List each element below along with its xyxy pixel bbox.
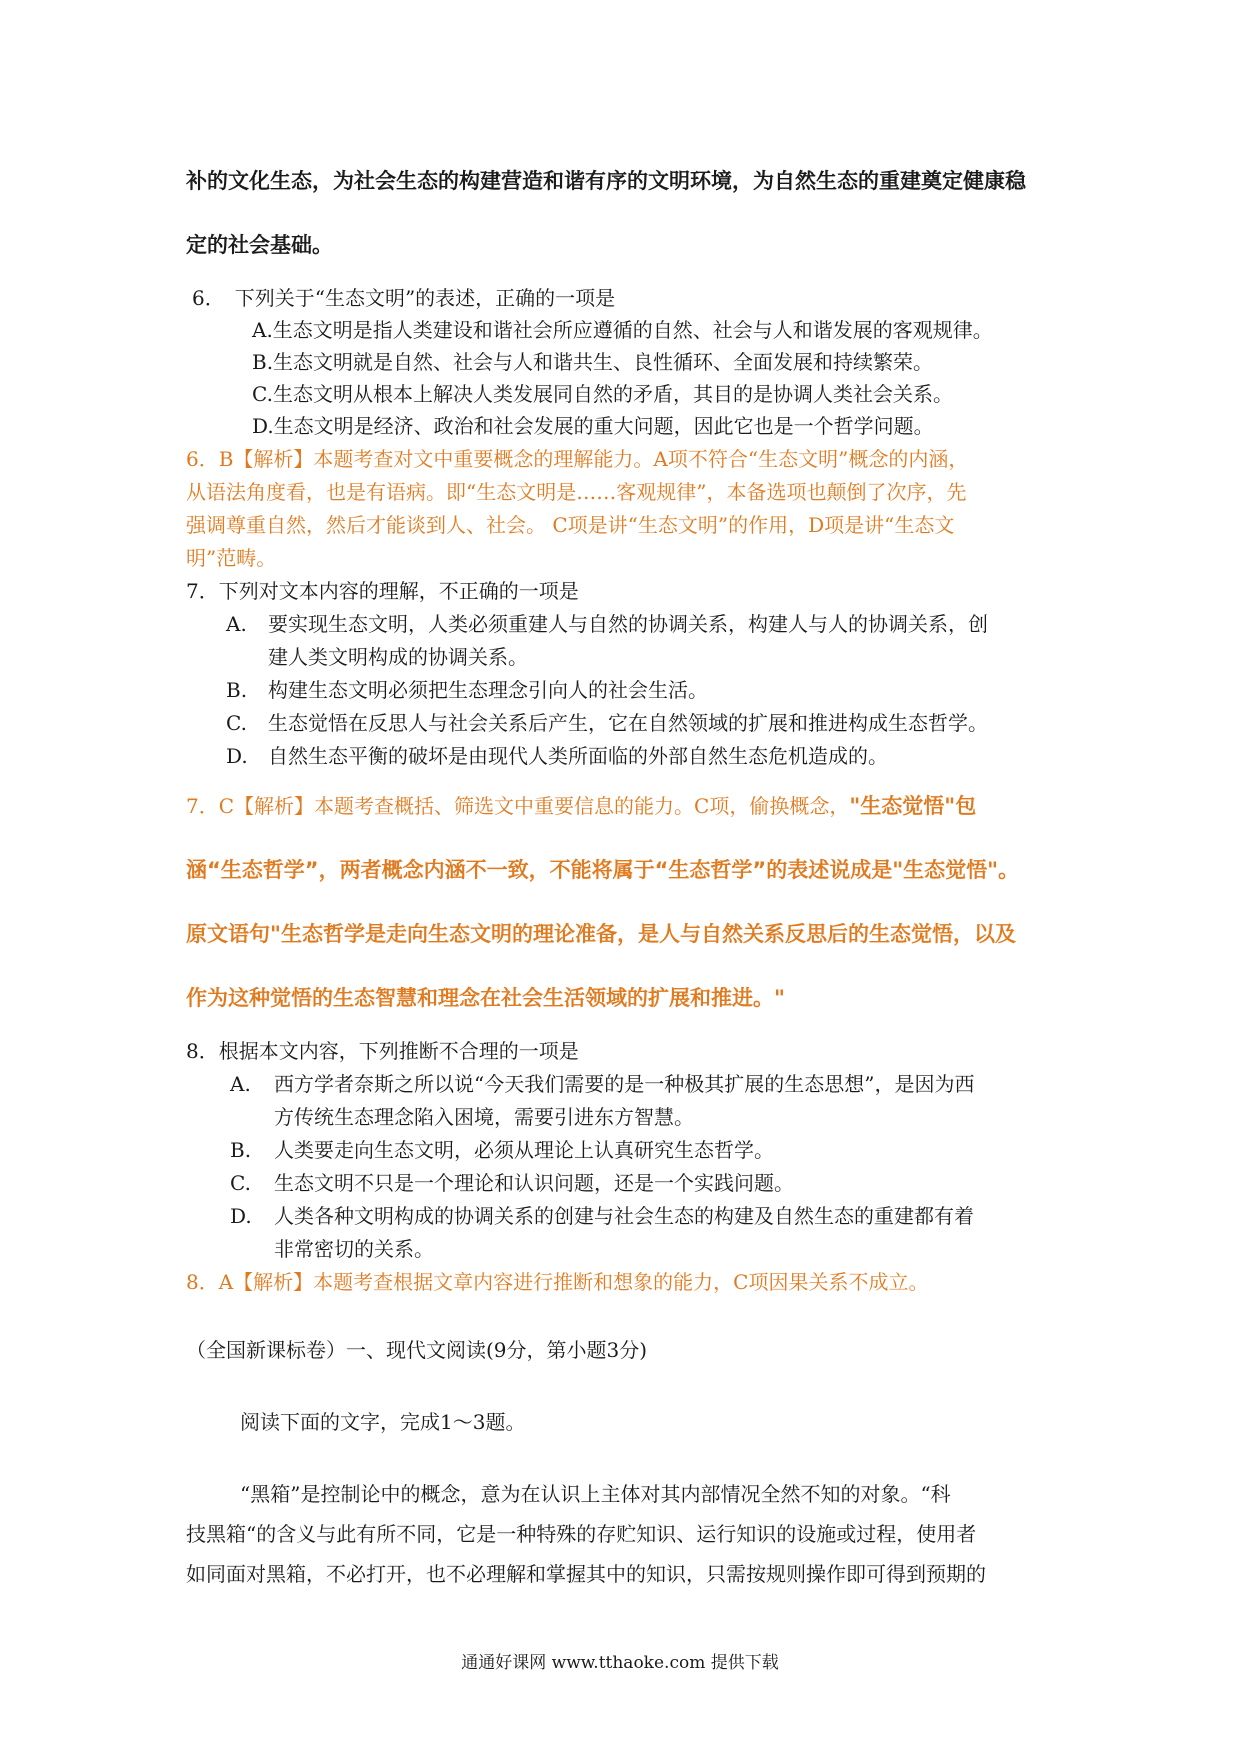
q7-option-b-label: B. bbox=[226, 678, 248, 702]
q7-answer-head-emphasis: "生态觉悟"包 bbox=[849, 794, 977, 818]
q8-option-d-line-2: 非常密切的关系。 bbox=[274, 1237, 434, 1261]
q6-stem: 6． 下列关于“生态文明”的表述，正确的一项是 bbox=[192, 286, 616, 310]
section-para-line-2: 技黑箱“的含义与此有所不同，它是一种特殊的存贮知识、运行知识的设施或过程，使用者 bbox=[186, 1522, 977, 1546]
q8-stem: 8．根据本文内容，下列推断不合理的一项是 bbox=[186, 1039, 579, 1063]
q7-option-c-label: C. bbox=[226, 711, 247, 735]
q6-answer-line-4: 明”范畴。 bbox=[186, 546, 277, 570]
q7-option-d-line-1: 自然生态平衡的破坏是由现代人类所面临的外部自然生态危机造成的。 bbox=[268, 744, 888, 768]
section-para-line-1: “黑箱”是控制论中的概念，意为在认识上主体对其内部情况全然不知的对象。“科 bbox=[240, 1482, 951, 1506]
page-footer: 通通好课网 www.tthaoke.com 提供下载 bbox=[461, 1653, 779, 1673]
intro-line-2: 定的社会基础。 bbox=[186, 233, 333, 257]
q7-option-c-line-1: 生态觉悟在反思人与社会关系后产生，它在自然领域的扩展和推进构成生态哲学。 bbox=[268, 711, 988, 735]
q6-answer-line-2: 从语法角度看，也是有语病。即“生态文明是……客观规律”，本备选项也颠倒了次序，先 bbox=[186, 480, 967, 504]
q7-option-b-line-1: 构建生态文明必须把生态理念引向人的社会生活。 bbox=[268, 678, 708, 702]
q8-option-d-line-1: 人类各种文明构成的协调关系的创建与社会生态的构建及自然生态的重建都有着 bbox=[274, 1204, 974, 1228]
q8-option-c-line-1: 生态文明不只是一个理论和认识问题，还是一个实践问题。 bbox=[274, 1171, 794, 1195]
q8-option-a-label: A. bbox=[230, 1072, 251, 1096]
q7-option-a-line-1: 要实现生态文明，人类必须重建人与自然的协调关系，构建人与人的协调关系，创 bbox=[268, 612, 988, 636]
q6-answer-line-3: 强调尊重自然，然后才能谈到人、社会。 C项是讲“生态文明”的作用，D项是讲“生态文 bbox=[186, 513, 955, 537]
q7-answer-head-text: 7．C【解析】本题考查概括、筛选文中重要信息的能力。C项，偷换概念， bbox=[186, 794, 850, 818]
q8-option-b-label: B. bbox=[230, 1138, 252, 1162]
q8-option-a-line-2: 方传统生态理念陷入困境，需要引进东方智慧。 bbox=[274, 1105, 694, 1129]
q8-option-c-label: C. bbox=[230, 1171, 251, 1195]
q7-answer-line-1: 涵“生态哲学”，两者概念内涵不一致，不能将属于“生态哲学”的表述说成是"生态觉悟"。 bbox=[186, 858, 1020, 882]
q6-option-a: A.生态文明是指人类建设和谐社会所应遵循的自然、社会与人和谐发展的客观规律。 bbox=[252, 318, 993, 342]
q7-option-d-label: D. bbox=[226, 744, 248, 768]
q8-answer: 8．A【解析】本题考查根据文章内容进行推断和想象的能力，C项因果关系不成立。 bbox=[186, 1270, 929, 1294]
q6-option-b: B.生态文明就是自然、社会与人和谐共生、良性循环、全面发展和持续繁荣。 bbox=[252, 350, 934, 374]
q8-option-b-line-1: 人类要走向生态文明，必须从理论上认真研究生态哲学。 bbox=[274, 1138, 774, 1162]
section-heading: （全国新课标卷）一、现代文阅读(9分，第小题3分) bbox=[186, 1338, 648, 1362]
intro-line-1: 补的文化生态，为社会生态的构建营造和谐有序的文明环境，为自然生态的重建奠定健康稳 bbox=[186, 169, 1026, 193]
q6-option-d: D.生态文明是经济、政治和社会发展的重大问题，因此它也是一个哲学问题。 bbox=[252, 414, 934, 438]
q8-option-a-line-1: 西方学者奈斯之所以说“今天我们需要的是一种极其扩展的生态思想”，是因为西 bbox=[274, 1072, 975, 1096]
q7-option-a-label: A. bbox=[226, 612, 247, 636]
q8-option-d-label: D. bbox=[230, 1204, 252, 1228]
q6-option-c: C.生态文明从根本上解决人类发展同自然的矛盾，其目的是协调人类社会关系。 bbox=[252, 382, 953, 406]
q7-answer-line-3: 作为这种觉悟的生态智慧和理念在社会生活领域的扩展和推进。" bbox=[186, 986, 785, 1010]
section-instruction: 阅读下面的文字，完成1～3题。 bbox=[240, 1410, 526, 1434]
q7-option-a-line-2: 建人类文明构成的协调关系。 bbox=[268, 645, 528, 669]
q6-answer-line-1: 6．B【解析】本题考查对文中重要概念的理解能力。A项不符合“生态文明”概念的内涵， bbox=[186, 447, 969, 471]
q7-answer-line-2: 原文语句"生态哲学是走向生态文明的理论准备，是人与自然关系反思后的生态觉悟，以及 bbox=[186, 922, 1016, 946]
q7-answer-head bbox=[186, 792, 976, 820]
section-para-line-3: 如同面对黑箱，不必打开，也不必理解和掌握其中的知识，只需按规则操作即可得到预期的 bbox=[186, 1562, 986, 1586]
q7-stem: 7．下列对文本内容的理解，不正确的一项是 bbox=[186, 579, 579, 603]
